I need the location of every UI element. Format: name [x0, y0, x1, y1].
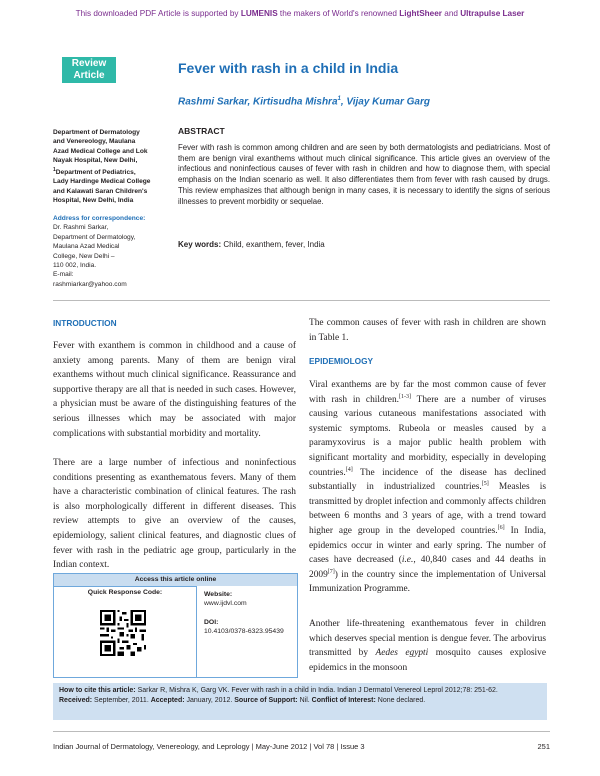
divider	[53, 300, 550, 301]
qr-label: Quick Response Code:	[54, 586, 197, 599]
article-type-badge: Review Article	[62, 57, 116, 83]
footer-divider	[53, 731, 550, 732]
introduction-p2: There are a large number of infectious and noninfectious conditions presenting as exanthematous fevers. Many of them have a characteristic combination of clinical features. The rash is also morphologically different in different diseases. This review attempts to give an overview of the causes, epidemiology, salient clinical features, and diagnostic clues of fever with rash in the pediatric age group, particularly in the Indian context.	[53, 458, 296, 571]
access-article-box	[53, 573, 298, 678]
qr-code-icon[interactable]	[100, 607, 146, 659]
abstract-text: Fever with rash is common among children and are seen by both dermatologists and pediatricians. Most of them are benign viral exanthems without much clinical significance. This article gives an overview of the infectious and noninfectious causes of fever with rash in children and how to diagnose them, with special emphasis on the Indian scenario as well. It also differentiates them from fever with rash caused by drugs. This review emphasizes that although benign in many cases, it is necessary to identify the signs of serious illnesses to prevent morbidity or sequelae.	[178, 143, 550, 206]
page-footer	[53, 742, 550, 751]
access-header: Access this article online	[54, 574, 297, 586]
journal-footer: Indian Journal of Dermatology, Venereology, and Leprology | May-June 2012 | Vol 78 | Issue 3	[53, 742, 365, 751]
epidemiology-p2: Another life-threatening exanthematous fever in children which deserves special mention is dengue fever. The arbovirus transmitted by Aedes egypti mosquito causes explosive epidemics in the monsoon	[309, 619, 546, 673]
introduction-heading: INTRODUCTION	[53, 318, 117, 328]
citation-box: How to cite this article: Sarkar R, Mishra K, Garg VK. Fever with rash in a child in India. Indian J Dermatol Venereol Leprol 2012;78: 251-62. Received: September, 2011. Accepted: January, 2012. Source of Support: Nil. Conflict of Interest: None declared.	[53, 683, 547, 720]
access-divider	[196, 599, 197, 677]
introduction-p1: Fever with exanthem is common in childhood and a cause of anxiety among parents. Many of them are benign viral exanthems without much clinical significance. Reassurance and supportive therapy are all that is needed in such cases. However, a physician must be aware of the distinguishing features of the serious illnesses which may be associated with major complications with substantial morbidity and mortality.	[53, 341, 296, 439]
doi-info: DOI: 10.4103/0378-6323.95439	[204, 619, 284, 635]
page-number: 251	[537, 742, 550, 751]
affiliations: Department of Dermatology and Venereology, Maulana Azad Medical College and Lok Nayak Hospital, New Delhi, $^1$Department of Pediatrics, Lady Hardinge Medical College and Kalawati Saran Children's Hospital, New Delhi, India	[53, 129, 151, 205]
table-reference-text: The common causes of fever with rash in children are shown in Table 1.	[309, 318, 546, 343]
website-link[interactable]: www.ijdvl.com	[204, 600, 247, 607]
epidemiology-p1: Viral exanthems are by far the most common cause of fever with rash in children.[1-3] There are a number of viruses causing various cutaneous manifestations associated with systemic symptoms. Rubeola or measles caused by a paramyxovirus is a major public health problem with significant mortality and morbidity, especially in developing countries.[4] The incidence of the disease has declined substantially in industrialized countries.[5] Measles is transmitted by droplet infection and commonly affects children between 6 months and 3 years of age, with a trend toward higher age group in the developed countries.[6] In India, epidemics occur in winter and early spring. The number of cases have decreased (i.e., 40,840 cases and 44 deaths in 2009[7]) in the country since the implementation of Universal Immunization Programme.	[309, 380, 546, 595]
epidemiology-heading: EPIDEMIOLOGY	[309, 356, 374, 366]
doi-link[interactable]: 10.4103/0378-6323.95439	[204, 628, 284, 635]
email-link[interactable]: rashmiarkar@yahoo.com	[53, 280, 127, 288]
sponsor-banner[interactable]: This downloaded PDF Article is supported by LUMENIS the makers of World's renowned LightSheer and Ultrapulse Laser	[75, 9, 525, 18]
keywords: Key words: Child, exanthem, fever, India	[178, 240, 325, 249]
article-title: Fever with rash in a child in India	[178, 60, 399, 76]
website-info: Website: www.ijdvl.com	[204, 591, 247, 607]
abstract-heading: ABSTRACT	[178, 126, 225, 136]
author-list: Rashmi Sarkar, Kirtisudha Mishra$^1$, Vijay Kumar Garg	[178, 96, 430, 108]
correspondence-block: Address for correspondence: Dr. Rashmi Sarkar, Department of Dermatology, Maulana Azad Medical College, New Delhi – 110 002, India. E-mail: rashmiarkar@yahoo.com	[53, 214, 161, 289]
